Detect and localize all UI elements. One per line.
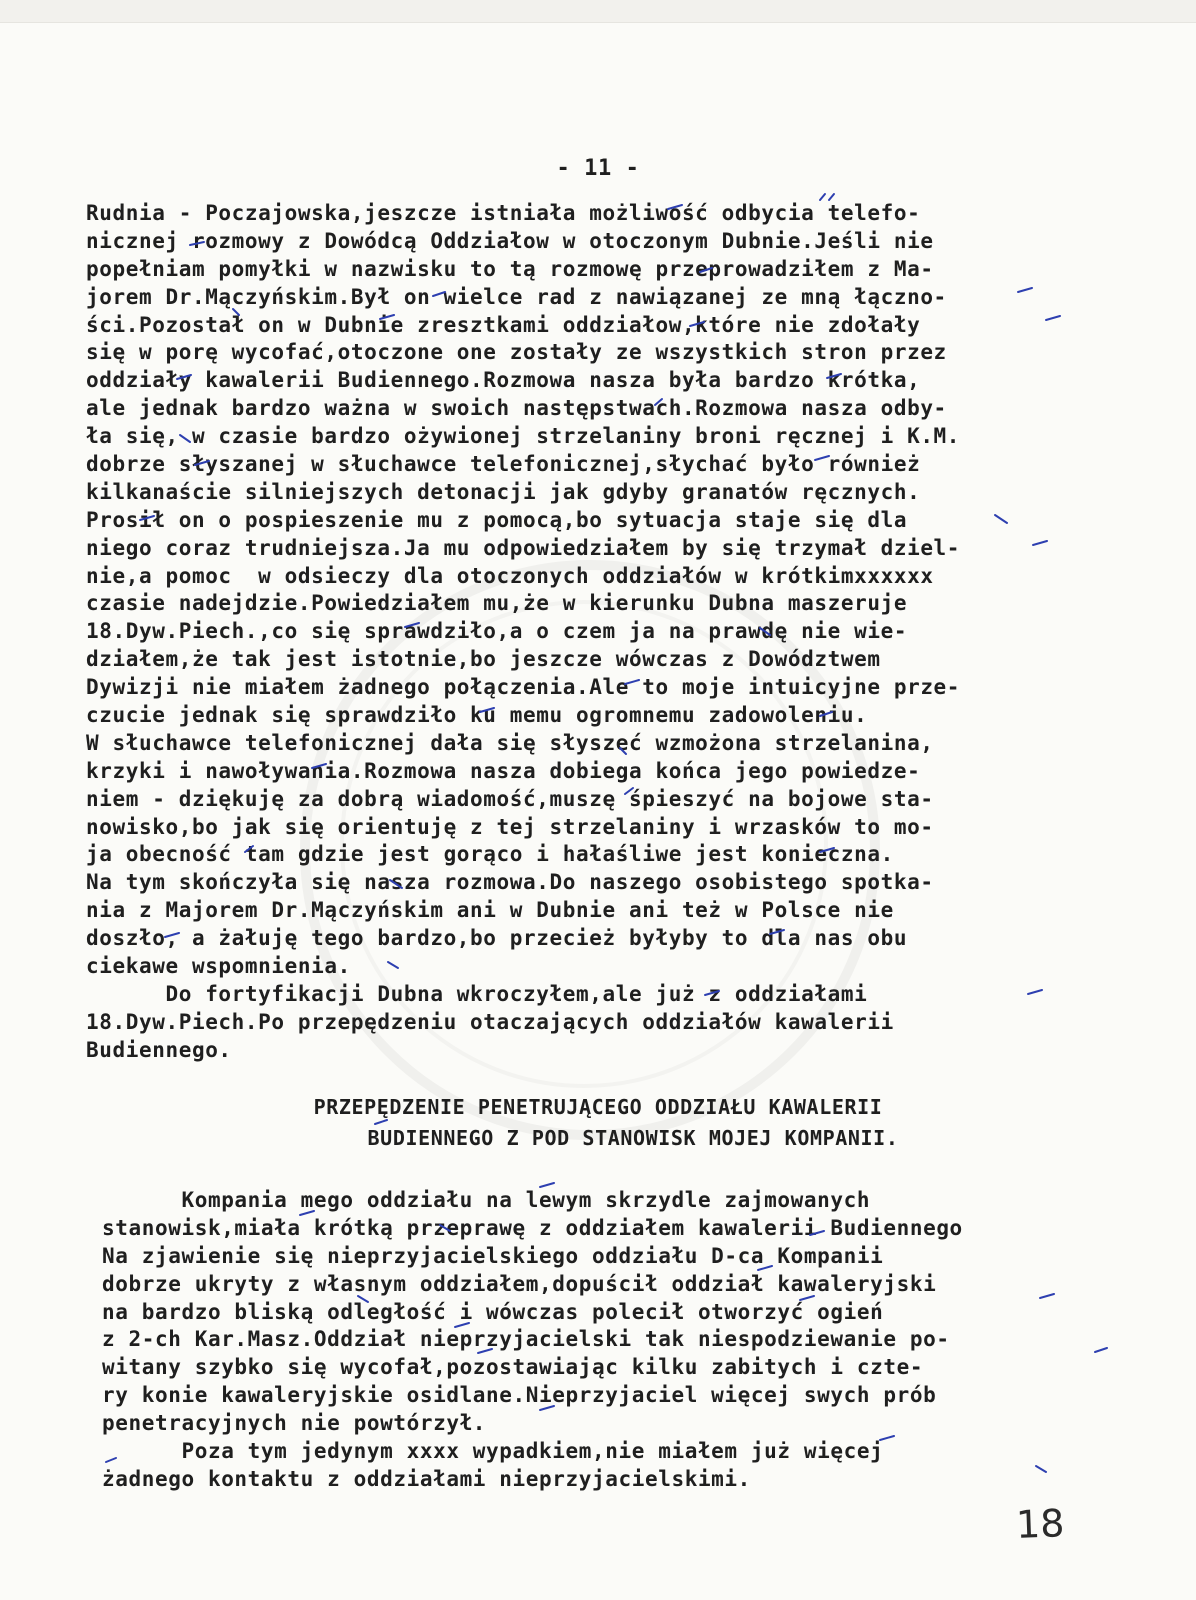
text-line: niem - dziękuję za dobrą wiadomość,muszę śpieszyć na bojowe sta- — [86, 786, 934, 811]
text-line: na bardzo bliską odległość i wówczas polecił otworzyć ogień — [102, 1299, 884, 1324]
text-line: kilkanaście silniejszych detonacji jak gdyby granatów ręcznych. — [86, 479, 921, 504]
text-line: Na zjawienie się nieprzyjacielskiego oddziału D-ca Kompanii — [102, 1243, 884, 1268]
text-line: nowisko,bo jak się orientuję z tej strzelaniny i wrzasków to mo- — [86, 814, 934, 839]
text-line: Poza tym jedynym xxxx wypadkiem,nie miałem już więcej — [102, 1439, 884, 1464]
text-line: niego coraz trudniejsza.Ja mu odpowiedziałem by się trzymał dziel- — [86, 535, 961, 560]
text-line: W słuchawce telefonicznej dała się słyszeć wzmożona strzelanina, — [86, 730, 934, 755]
text-line: popełniam pomyłki w nazwisku to tą rozmowę przeprowadziłem z Ma- — [86, 256, 934, 281]
text-line: Budiennego. — [86, 1037, 232, 1062]
text-line: Rudnia - Poczajowska,jeszcze istniała możliwość odbycia telefo- — [86, 201, 921, 225]
text-line: ciekawe wspomnienia. — [86, 954, 351, 979]
text-line: działem,że tak jest istotnie,bo jeszcze wówczas z Dowództwem — [86, 647, 881, 672]
text-line: krzyki i nawoływania.Rozmowa nasza dobiega końca jego powiedze- — [86, 758, 921, 783]
page-number: - 11 - — [556, 156, 640, 181]
text-line: witany szybko się wycofał,pozostawiając kilku zabitych i czte- — [102, 1355, 924, 1380]
text-line: ja obecność tam gdzie jest gorąco i hałaśliwe jest konieczna. — [86, 842, 894, 867]
text-line: dobrze ukryty z własnym oddziałem,dopuścił oddział kawaleryjski — [102, 1271, 937, 1296]
text-line: ale jednak bardzo ważna w swoich następstwach.Rozmowa nasza odby- — [86, 396, 947, 421]
text-line: ry konie kawaleryjskie osidlane.Nieprzyjaciel więcej swych prób — [102, 1383, 937, 1408]
text-line: stanowisk,miała krótką przeprawę z oddziałem kawalerii Budiennego — [102, 1215, 963, 1240]
heading-line: PRZEPĘDZENIE PENETRUJĄCEGO ODDZIAŁU KAWALERII — [313, 1095, 883, 1119]
text-line: 18.Dyw.Piech.Po przepędzeniu otaczających oddziałów kawalerii — [86, 1009, 894, 1034]
text-line: czasie nadejdzie.Powiedziałem mu,że w kierunku Dubna maszeruje — [86, 591, 908, 616]
text-line: nicznej rozmowy z Dowódcą Oddziałow w otoczonym Dubnie.Jeśli nie — [86, 228, 934, 253]
text-line: Na tym skończyła się nasza rozmowa.Do naszego osobistego spotka- — [86, 870, 934, 895]
text-line: Dywizji nie miałem żadnego połączenia.Ale to moje intuicyjne prze- — [86, 675, 961, 700]
handwritten-folio-number: 18 — [1014, 1501, 1065, 1547]
text-line: 18.Dyw.Piech.,co się sprawdziło,a o czem ja na prawdę nie wie- — [86, 619, 908, 644]
text-line: doszło, a żałuję tego bardzo,bo przecież byłyby to dla nas obu — [86, 926, 908, 951]
heading-line: BUDIENNEGO Z POD STANOWISK MOJEJ KOMPANII. — [367, 1126, 899, 1150]
text-line: się w porę wycofać,otoczone one zostały ze wszystkich stron przez — [86, 340, 947, 365]
text-line: z 2-ch Kar.Masz.Oddział nieprzyjacielski tak niespodziewanie po- — [102, 1327, 950, 1352]
text-line: penetracyjnych nie powtórzył. — [102, 1411, 487, 1436]
text-line: Prosił on o pospieszenie mu z pomocą,bo sytuacja staje się dla — [86, 507, 908, 532]
text-line: nia z Majorem Dr.Mączyńskim ani w Dubnie ani też w Polsce nie — [86, 898, 894, 923]
text-line: żadnego kontaktu z oddziałami nieprzyjacielskimi. — [102, 1466, 751, 1491]
text-line: Kompania mego oddziału na lewym skrzydle zajmowanych — [102, 1188, 871, 1212]
text-line: ła się, w czasie bardzo ożywionej strzelaniny broni ręcznej i K.M. — [86, 424, 961, 449]
text-line: nie,a pomoc w odsieczy dla otoczonych oddziałów w krótkimxxxxxx — [86, 563, 934, 588]
text-line: czucie jednak się sprawdziło ku memu ogromnemu zadowoleniu. — [86, 703, 868, 728]
text-line: jorem Dr.Mączyńskim.Był on wielce rad z nawiązanej ze mną łączno- — [86, 284, 947, 309]
text-line: ści.Pozostał on w Dubnie zresztkami oddziałow,które nie zdołały — [86, 312, 921, 337]
text-line: Do fortyfikacji Dubna wkroczyłem,ale już z oddziałami — [86, 981, 868, 1006]
text-line: dobrze słyszanej w słuchawce telefonicznej,słychać było również — [86, 452, 921, 477]
text-line: oddziały kawalerii Budiennego.Rozmowa nasza była bardzo krótka, — [86, 368, 921, 393]
